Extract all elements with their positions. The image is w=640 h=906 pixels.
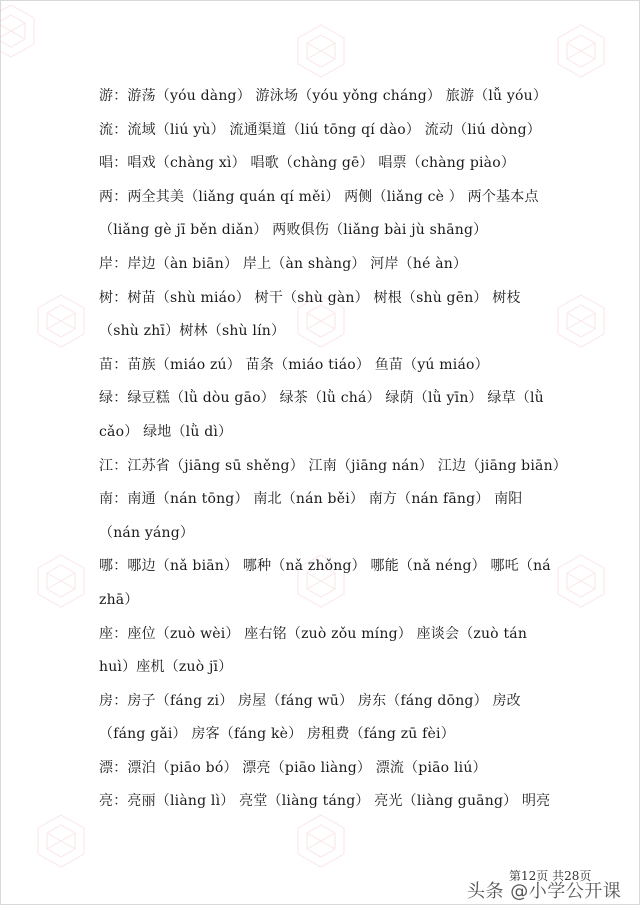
text-line: （liǎng gè jī běn diǎn） 两败俱伤（liǎng bài jù shāng） [99,222,488,239]
text-line: 哪：哪边（nǎ biān） 哪种（nǎ zhǒng） 哪能（nǎ néng） 哪吒（ná [99,558,551,575]
hexagon-watermark-icon [551,551,611,611]
text-line: （shù zhī）树林（shù lín） [99,323,286,340]
text-line: zhā） [99,591,139,608]
text-line: 房：房子（fáng zi） 房屋（fáng wū） 房东（fáng dōng） 房改 [99,692,521,709]
text-line: （fáng gǎi） 房客（fáng kè） 房租费（fáng zū fèi） [99,726,455,743]
hexagon-watermark-icon [291,21,351,81]
text-line: 树：树苗（shù miáo） 树干（shù gàn） 树根（shù gēn） 树枝 [99,289,521,306]
text-line: 苗：苗族（miáo zú） 苗条（miáo tiáo） 鱼苗（yú miáo） [99,356,489,373]
text-line: 游：游荡（yóu dàng） 游泳场（yóu yǒng cháng） 旅游（lǚ yóu） [99,88,548,104]
text-line: 漂：漂泊（piāo bó） 漂亮（piāo liàng） 漂流（piāo liú） [99,759,487,776]
text-line: 绿：绿豆糕（lǜ dòu gāo） 绿茶（lǜ chá） 绿荫（lǜ yīn） 绿草（lǜ [99,390,544,407]
hexagon-watermark-icon [551,21,611,81]
text-line: （nán yáng） [99,524,195,541]
text-line: 唱：唱戏（chàng xì） 唱歌（chàng gē） 唱票（chàng piào） [99,155,516,172]
page-number: 第12页 共28页 [509,869,592,883]
hexagon-watermark-icon [31,291,91,351]
text-line: 亮：亮丽（liàng lì） 亮堂（liàng táng） 亮光（liàng guāng） 明亮 [99,793,551,810]
source-watermark: 头条 @小学公开课 [467,881,622,902]
hexagon-watermark-icon [0,1,41,61]
hexagon-watermark-icon [31,811,91,871]
text-line: 两：两全其美（liǎng quán qí měi） 两侧（liǎng cè ） 两个基本点 [99,188,539,205]
text-line: cǎo） 绿地（lǜ dì） [99,423,233,440]
vocabulary-list [99,84,567,823]
text-line: 座：座位（zuò wèi） 座右铭（zuò zǒu míng） 座谈会（zuò tán [99,625,528,642]
text-line: 南：南通（nán tōng） 南北（nán běi） 南方（nán fāng） 南阳 [99,491,523,508]
hexagon-watermark-icon [31,551,91,611]
text-line: 江：江苏省（jiāng sū shěng） 江南（jiāng nán） 江边（jiāng biān） [99,457,567,474]
hexagon-watermark-icon [551,291,611,351]
text-line: huì）座机（zuò jī） [99,659,233,676]
text-line: 流：流域（liú yù） 流通渠道（liú tōng qí dào） 流动（liú dòng） [99,121,541,138]
text-line: 岸：岸边（àn biān） 岸上（àn shàng） 河岸（hé àn） [99,255,468,272]
